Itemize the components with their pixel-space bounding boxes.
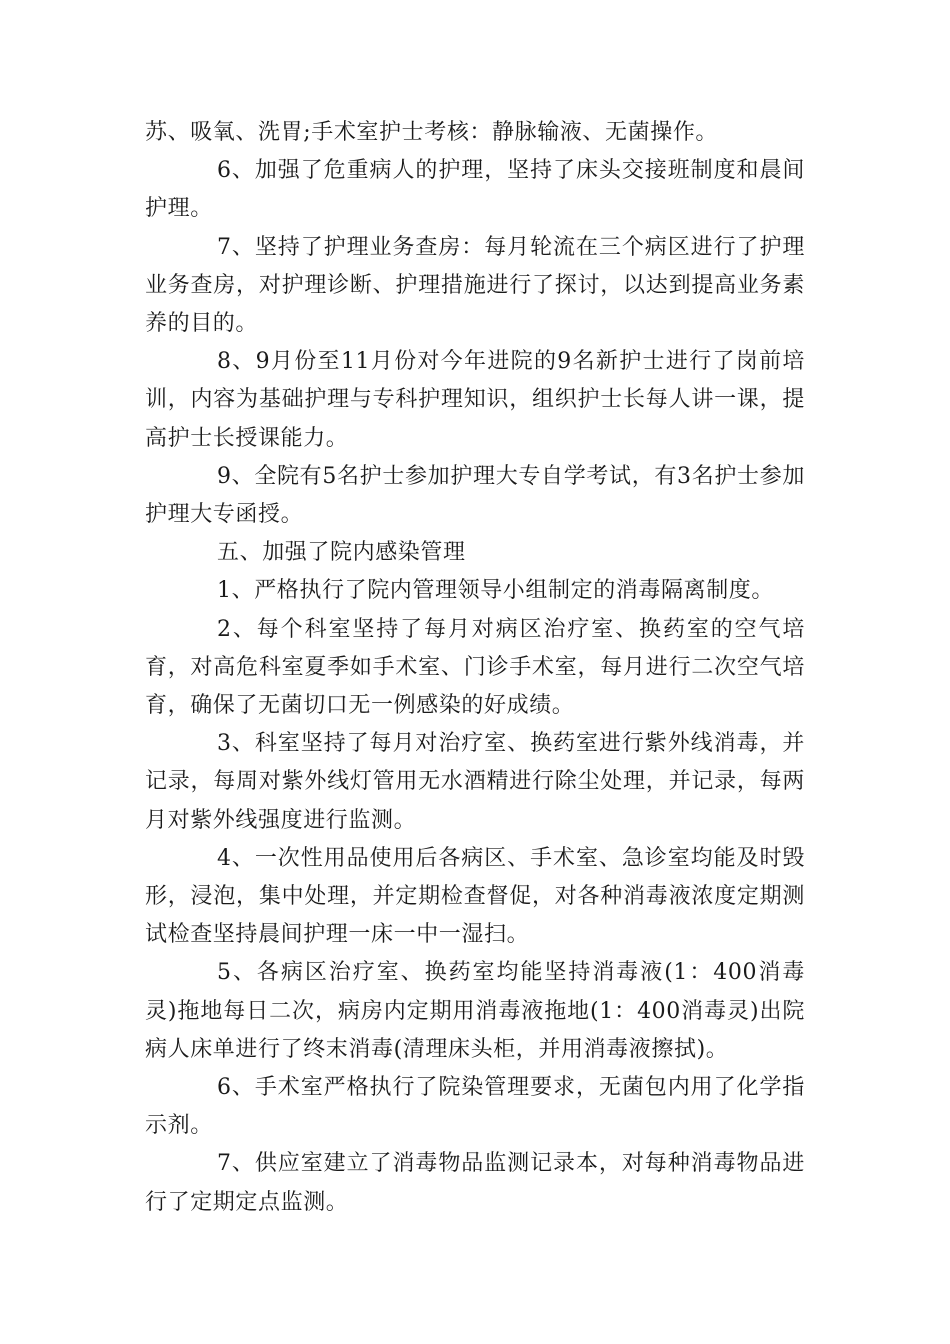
paragraph: 3、科室坚持了每月对治疗室、换药室进行紫外线消毒，并记录，每周对紫外线灯管用无水酒精进行除尘处理，并记录，每两月对紫外线强度进行监测。	[145, 731, 805, 833]
paragraph: 2、每个科室坚持了每月对病区治疗室、换药室的空气培育，对高危科室夏季如手术室、门诊手术室，每月进行二次空气培育，确保了无菌切口无一例感染的好成绩。	[145, 616, 805, 719]
paragraph: 7、坚持了护理业务查房：每月轮流在三个病区进行了护理业务查房，对护理诊断、护理措施进行了探讨，以达到提高业务素养的目的。	[145, 234, 805, 337]
paragraph: 7、供应室建立了消毒物品监测记录本，对每种消毒物品进行了定期定点监测。	[145, 1151, 805, 1215]
paragraph: 8、9月份至11月份对今年进院的9名新护士进行了岗前培训，内容为基础护理与专科护理知识，组织护士长每人讲一课，提高护士长授课能力。	[145, 349, 805, 451]
paragraph: 9、全院有5名护士参加护理大专自学考试，有3名护士参加护理大专函授。	[145, 463, 805, 528]
paragraph: 4、一次性用品使用后各病区、手术室、急诊室均能及时毁形，浸泡，集中处理，并定期检查督促，对各种消毒液浓度定期测试检查坚持晨间护理一床一中一湿扫。	[145, 845, 805, 948]
paragraph: 6、手术室严格执行了院染管理要求，无菌包内用了化学指示剂。	[145, 1075, 805, 1139]
section-heading: 五、加强了院内感染管理	[217, 540, 466, 566]
paragraph: 5、各病区治疗室、换药室均能坚持消毒液(1：400消毒灵)拖地每日二次，病房内定期用消毒液拖地(1：400消毒灵)出院病人床单进行了终末消毒(清理床头柜，并用消毒液擦拭)。	[145, 960, 805, 1062]
paragraph: 6、加强了危重病人的护理，坚持了床头交接班制度和晨间护理。	[145, 158, 805, 222]
paragraph: 1、严格执行了院内管理领导小组制定的消毒隔离制度。	[217, 578, 774, 604]
paragraph: 苏、吸氧、洗胃;手术室护士考核：静脉输液、无菌操作。	[145, 120, 719, 145]
document-body	[145, 114, 805, 1222]
